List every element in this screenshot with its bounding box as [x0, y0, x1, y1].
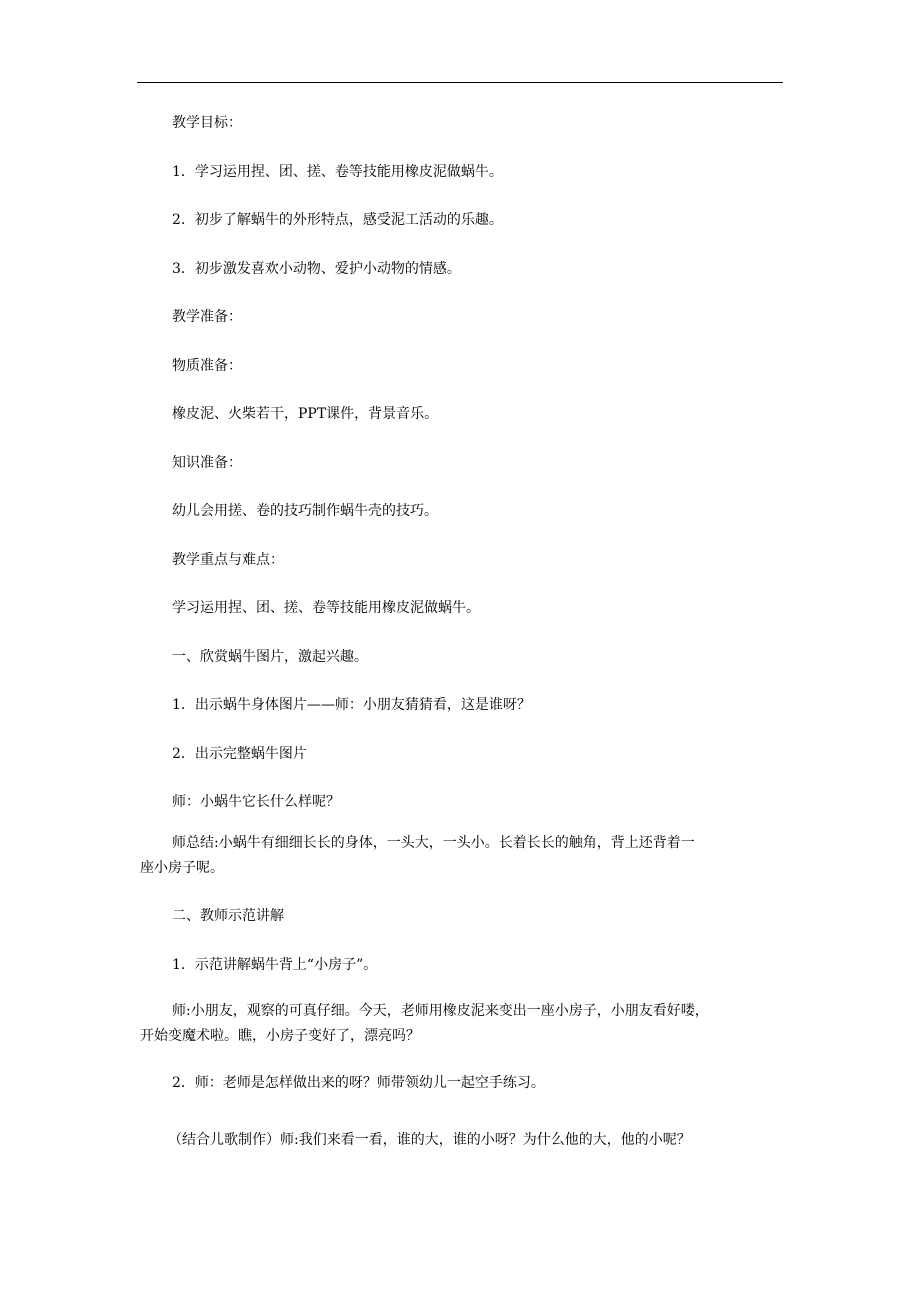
section-1-heading: 一、欣赏蜗牛图片，激起兴趣。	[172, 649, 368, 665]
teacher-summary-line-2: 座小房子呢。	[140, 860, 224, 876]
teacher-summary-line-1: 师总结:小蜗牛有细细长长的身体，一头大，一头小。长着长长的触角，背上还背着一	[172, 835, 695, 851]
heading-knowledge-prep: 知识准备：	[172, 455, 242, 471]
section-2-step-1: 1．示范讲解蜗牛背上“小房子”。	[172, 957, 378, 973]
knowledge-text: 幼儿会用搓、卷的技巧制作蜗牛壳的技巧。	[172, 503, 438, 519]
goal-item-3: 3．初步激发喜欢小动物、爱护小动物的情感。	[172, 261, 461, 277]
teacher-demo-paragraph	[140, 999, 784, 1049]
teacher-summary	[140, 831, 784, 881]
heading-material-prep: 物质准备：	[172, 358, 242, 374]
heading-teaching-prep: 教学准备：	[172, 309, 242, 325]
material-list: 橡皮泥、火柴若干，PPT课件，背景音乐。	[172, 406, 439, 422]
teacher-question: 师：小蜗牛它长什么样呢？	[172, 794, 340, 810]
heading-key-points: 教学重点与难点：	[172, 552, 284, 568]
goal-item-2: 2．初步了解蜗牛的外形特点，感受泥工活动的乐趣。	[172, 212, 503, 228]
goal-item-1: 1．学习运用捏、团、搓、卷等技能用橡皮泥做蜗牛。	[172, 164, 503, 180]
section-1-step-1: 1．出示蜗牛身体图片——师：小朋友猜猜看，这是谁呀？	[172, 697, 531, 713]
section-2-step-2: 2．师：老师是怎样做出来的呀？师带领幼儿一起空手练习。	[172, 1075, 545, 1091]
heading-teaching-goals: 教学目标：	[172, 115, 242, 131]
song-activity: （结合儿歌制作）师:我们来看一看，谁的大，谁的小呀？为什么他的大，他的小呢？	[168, 1132, 691, 1148]
section-1-step-2: 2．出示完整蜗牛图片	[172, 746, 307, 762]
section-2-heading: 二、教师示范讲解	[172, 908, 284, 924]
key-points-text: 学习运用捏、团、搓、卷等技能用橡皮泥做蜗牛。	[172, 600, 480, 616]
teacher-demo-line-1: 师:小朋友，观察的可真仔细。今天，老师用橡皮泥来变出一座小房子，小朋友看好喽，	[172, 1003, 709, 1019]
teacher-demo-line-2: 开始变魔术啦。瞧，小房子变好了，漂亮吗？	[140, 1028, 420, 1044]
header-rule	[137, 82, 783, 83]
